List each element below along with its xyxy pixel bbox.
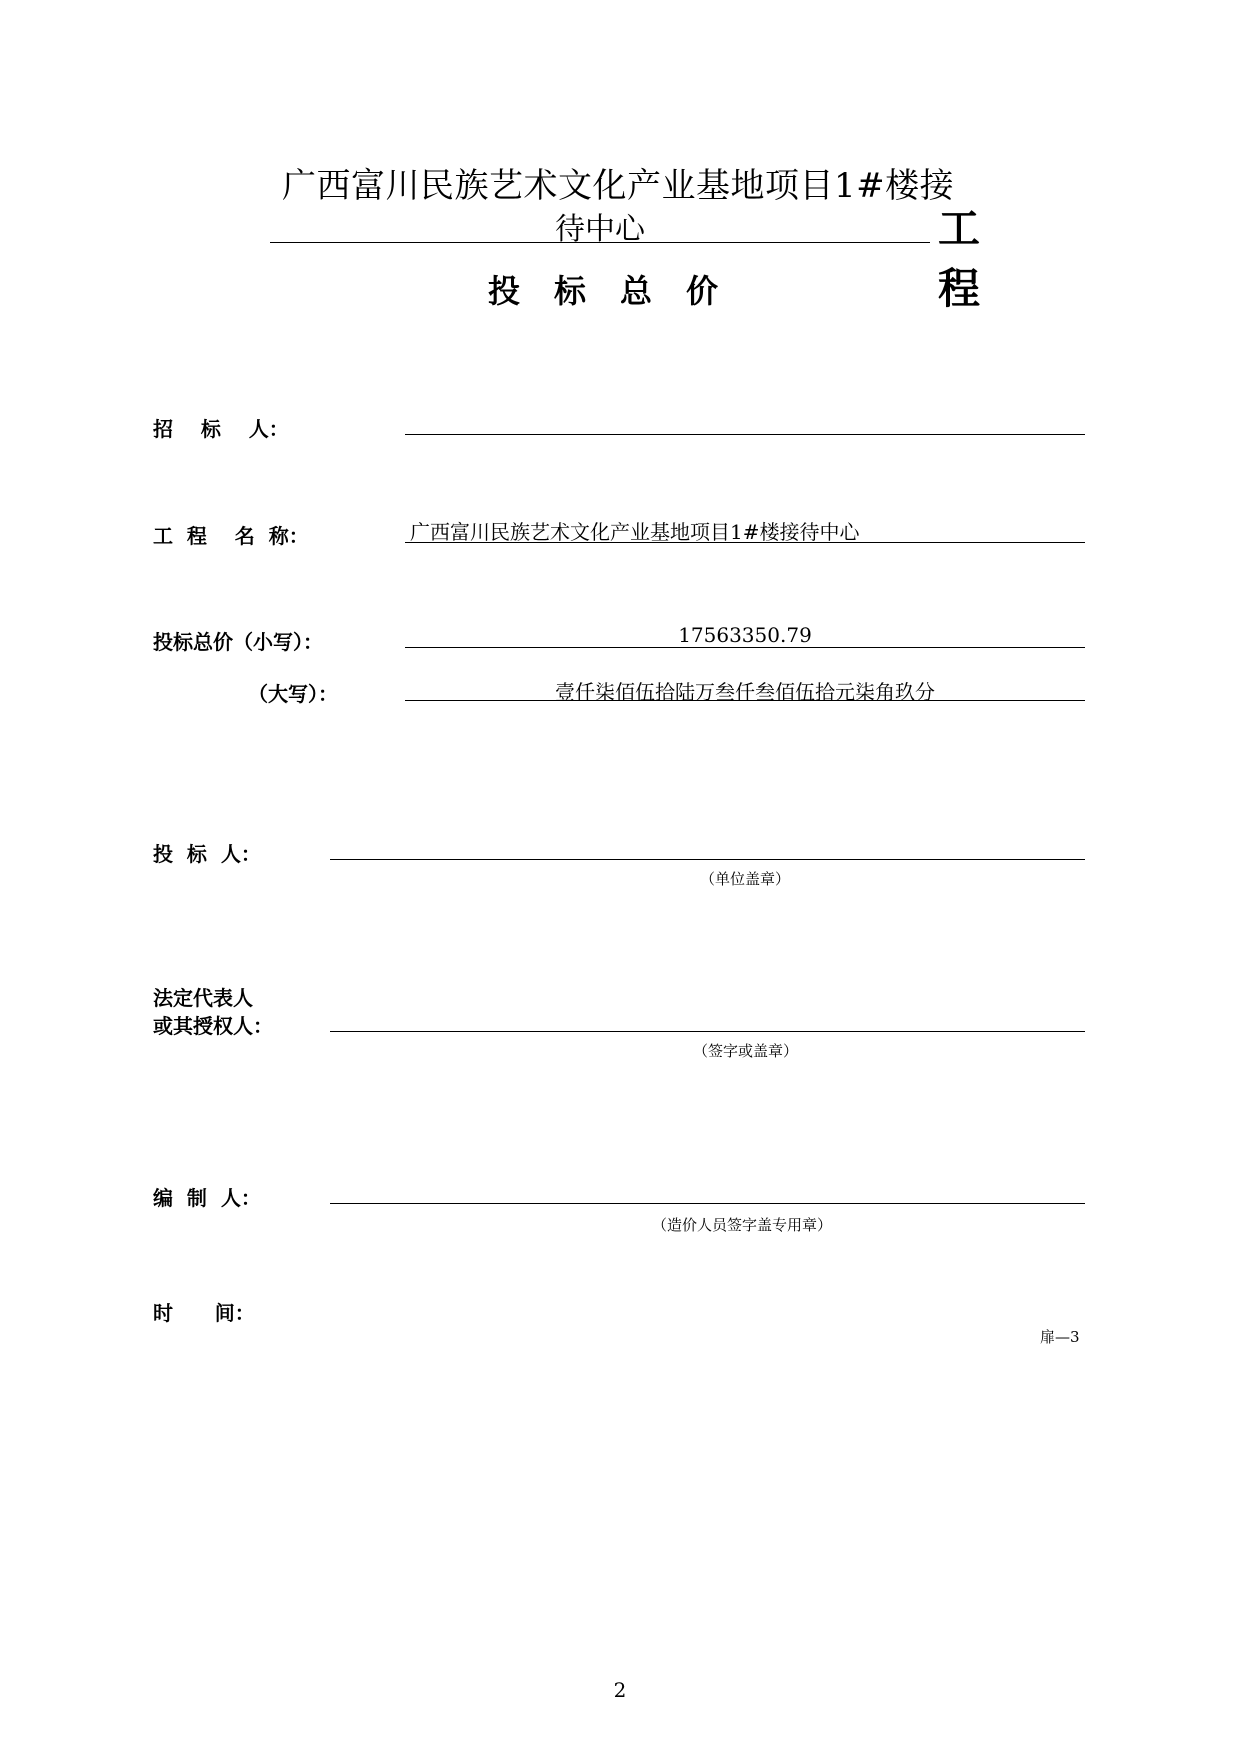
legal-rep-label-line-1: 法定代表人 bbox=[153, 986, 253, 1010]
form-code: 扉—3 bbox=[1040, 1328, 1080, 1346]
total-small-label: 投标总价（小写）： bbox=[153, 630, 323, 654]
bidder-label: 投 标 人： bbox=[153, 842, 261, 866]
compiler-field[interactable] bbox=[330, 1203, 1085, 1204]
title-underline bbox=[270, 242, 930, 243]
page-number: 2 bbox=[613, 1678, 627, 1702]
bidder-note: （单位盖章） bbox=[700, 870, 791, 888]
legal-rep-label-line-2: 或其授权人： bbox=[153, 1014, 273, 1038]
tenderer-field[interactable] bbox=[405, 434, 1085, 435]
total-small-value: 17563350.79 bbox=[678, 623, 812, 647]
total-small-field[interactable] bbox=[405, 647, 1085, 648]
project-name-label: 工 程 名 称： bbox=[153, 524, 309, 548]
compiler-label: 编 制 人： bbox=[153, 1186, 261, 1210]
title-suffix: 工程 bbox=[938, 204, 981, 313]
time-label: 时 间： bbox=[153, 1301, 255, 1325]
title-line-1: 广西富川民族艺术文化产业基地项目1#楼接 bbox=[282, 166, 955, 206]
total-big-label: （大写）： bbox=[248, 682, 338, 706]
page-heading: 投标总价 bbox=[487, 272, 752, 310]
compiler-note: （造价人员签字盖专用章） bbox=[652, 1216, 833, 1234]
tenderer-label: 招 标 人： bbox=[153, 417, 289, 441]
legal-rep-field[interactable] bbox=[330, 1031, 1085, 1032]
bidder-field[interactable] bbox=[330, 859, 1085, 860]
total-big-value: 壹仟柒佰伍拾陆万叁仟叁佰伍拾元柒角玖分 bbox=[555, 680, 935, 704]
project-name-value: 广西富川民族艺术文化产业基地项目1#楼接待中心 bbox=[410, 520, 860, 544]
title-line-2: 待中心 bbox=[555, 212, 645, 247]
legal-rep-note: （签字或盖章） bbox=[693, 1042, 799, 1060]
